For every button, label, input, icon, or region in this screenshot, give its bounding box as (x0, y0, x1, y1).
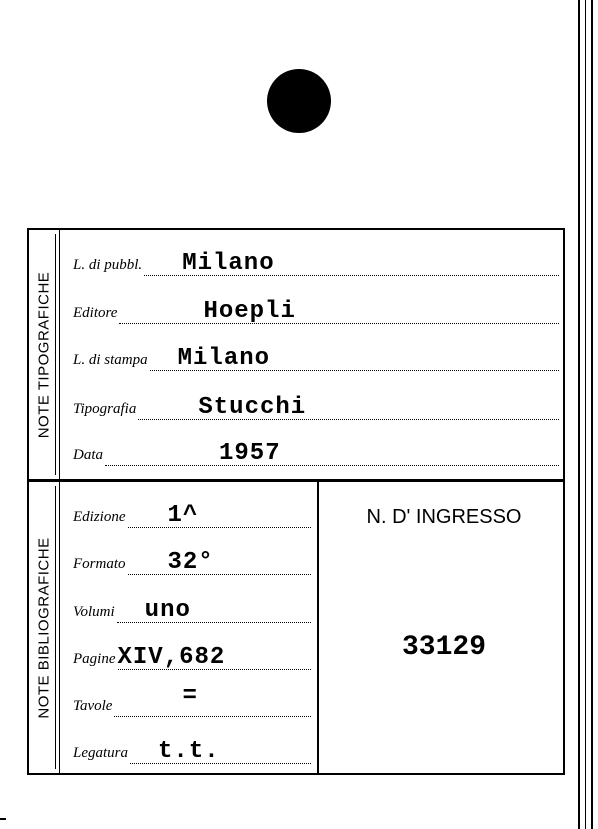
field-value: 1957 (219, 440, 281, 467)
field-label: L. di pubbl. (73, 257, 143, 273)
field-line (119, 293, 559, 324)
field-value: Hoepli (203, 298, 296, 325)
field-row (73, 734, 311, 764)
field-value: = (182, 683, 198, 710)
field-label: L. di stampa (73, 352, 148, 368)
field-value: t.t. (158, 738, 220, 765)
field-label: Legatura (73, 745, 129, 761)
section-label: NOTE TIPOGRAFICHE (35, 271, 53, 438)
side-label-container (29, 482, 60, 773)
field-row (73, 683, 311, 717)
field-row (73, 246, 559, 276)
section-note-bibliografiche (29, 482, 563, 773)
section-divider (317, 482, 319, 773)
section-label: NOTE BIBLIOGRAFICHE (35, 536, 53, 719)
field-line (114, 683, 311, 717)
field-label: Formato (73, 556, 126, 572)
side-label-container (29, 230, 60, 479)
ingresso-title: N. D' INGRESSO (366, 506, 522, 528)
field-line (128, 544, 312, 575)
field-line (144, 245, 559, 276)
field-value: 32° (167, 549, 214, 576)
field-value: Stucchi (198, 394, 307, 421)
edge-rule (578, 0, 580, 829)
edge-rule (585, 0, 586, 829)
ingresso-number: 33129 (401, 632, 486, 663)
field-value: Milano (177, 345, 271, 372)
field-row (73, 341, 559, 371)
field-row (73, 498, 311, 528)
field-label: Pagine (73, 651, 116, 667)
field-label: Volumi (73, 604, 115, 620)
field-line (118, 639, 312, 670)
field-row (73, 640, 311, 670)
field-line (117, 592, 311, 623)
field-line (105, 435, 559, 466)
edge-rule (591, 0, 593, 829)
field-line (130, 733, 311, 764)
field-label: Data (73, 447, 103, 463)
field-row (73, 593, 311, 623)
field-value: uno (144, 597, 191, 624)
field-line (150, 340, 559, 371)
edge-tick (0, 818, 6, 820)
field-value: XIV,682 (117, 644, 226, 671)
field-row (73, 390, 559, 420)
section-note-tipografiche (29, 230, 563, 482)
field-value: Milano (182, 250, 275, 277)
field-label: Tipografia (73, 401, 137, 417)
field-row (73, 294, 559, 324)
field-label: Edizione (73, 509, 126, 525)
field-label: Tavole (73, 698, 113, 714)
field-line (138, 389, 559, 420)
field-label: Editore (73, 305, 118, 321)
field-line (128, 497, 312, 528)
field-row (73, 436, 559, 466)
punch-hole (267, 69, 331, 133)
field-value: 1^ (167, 502, 199, 529)
field-row (73, 545, 311, 575)
catalog-card (27, 228, 565, 775)
